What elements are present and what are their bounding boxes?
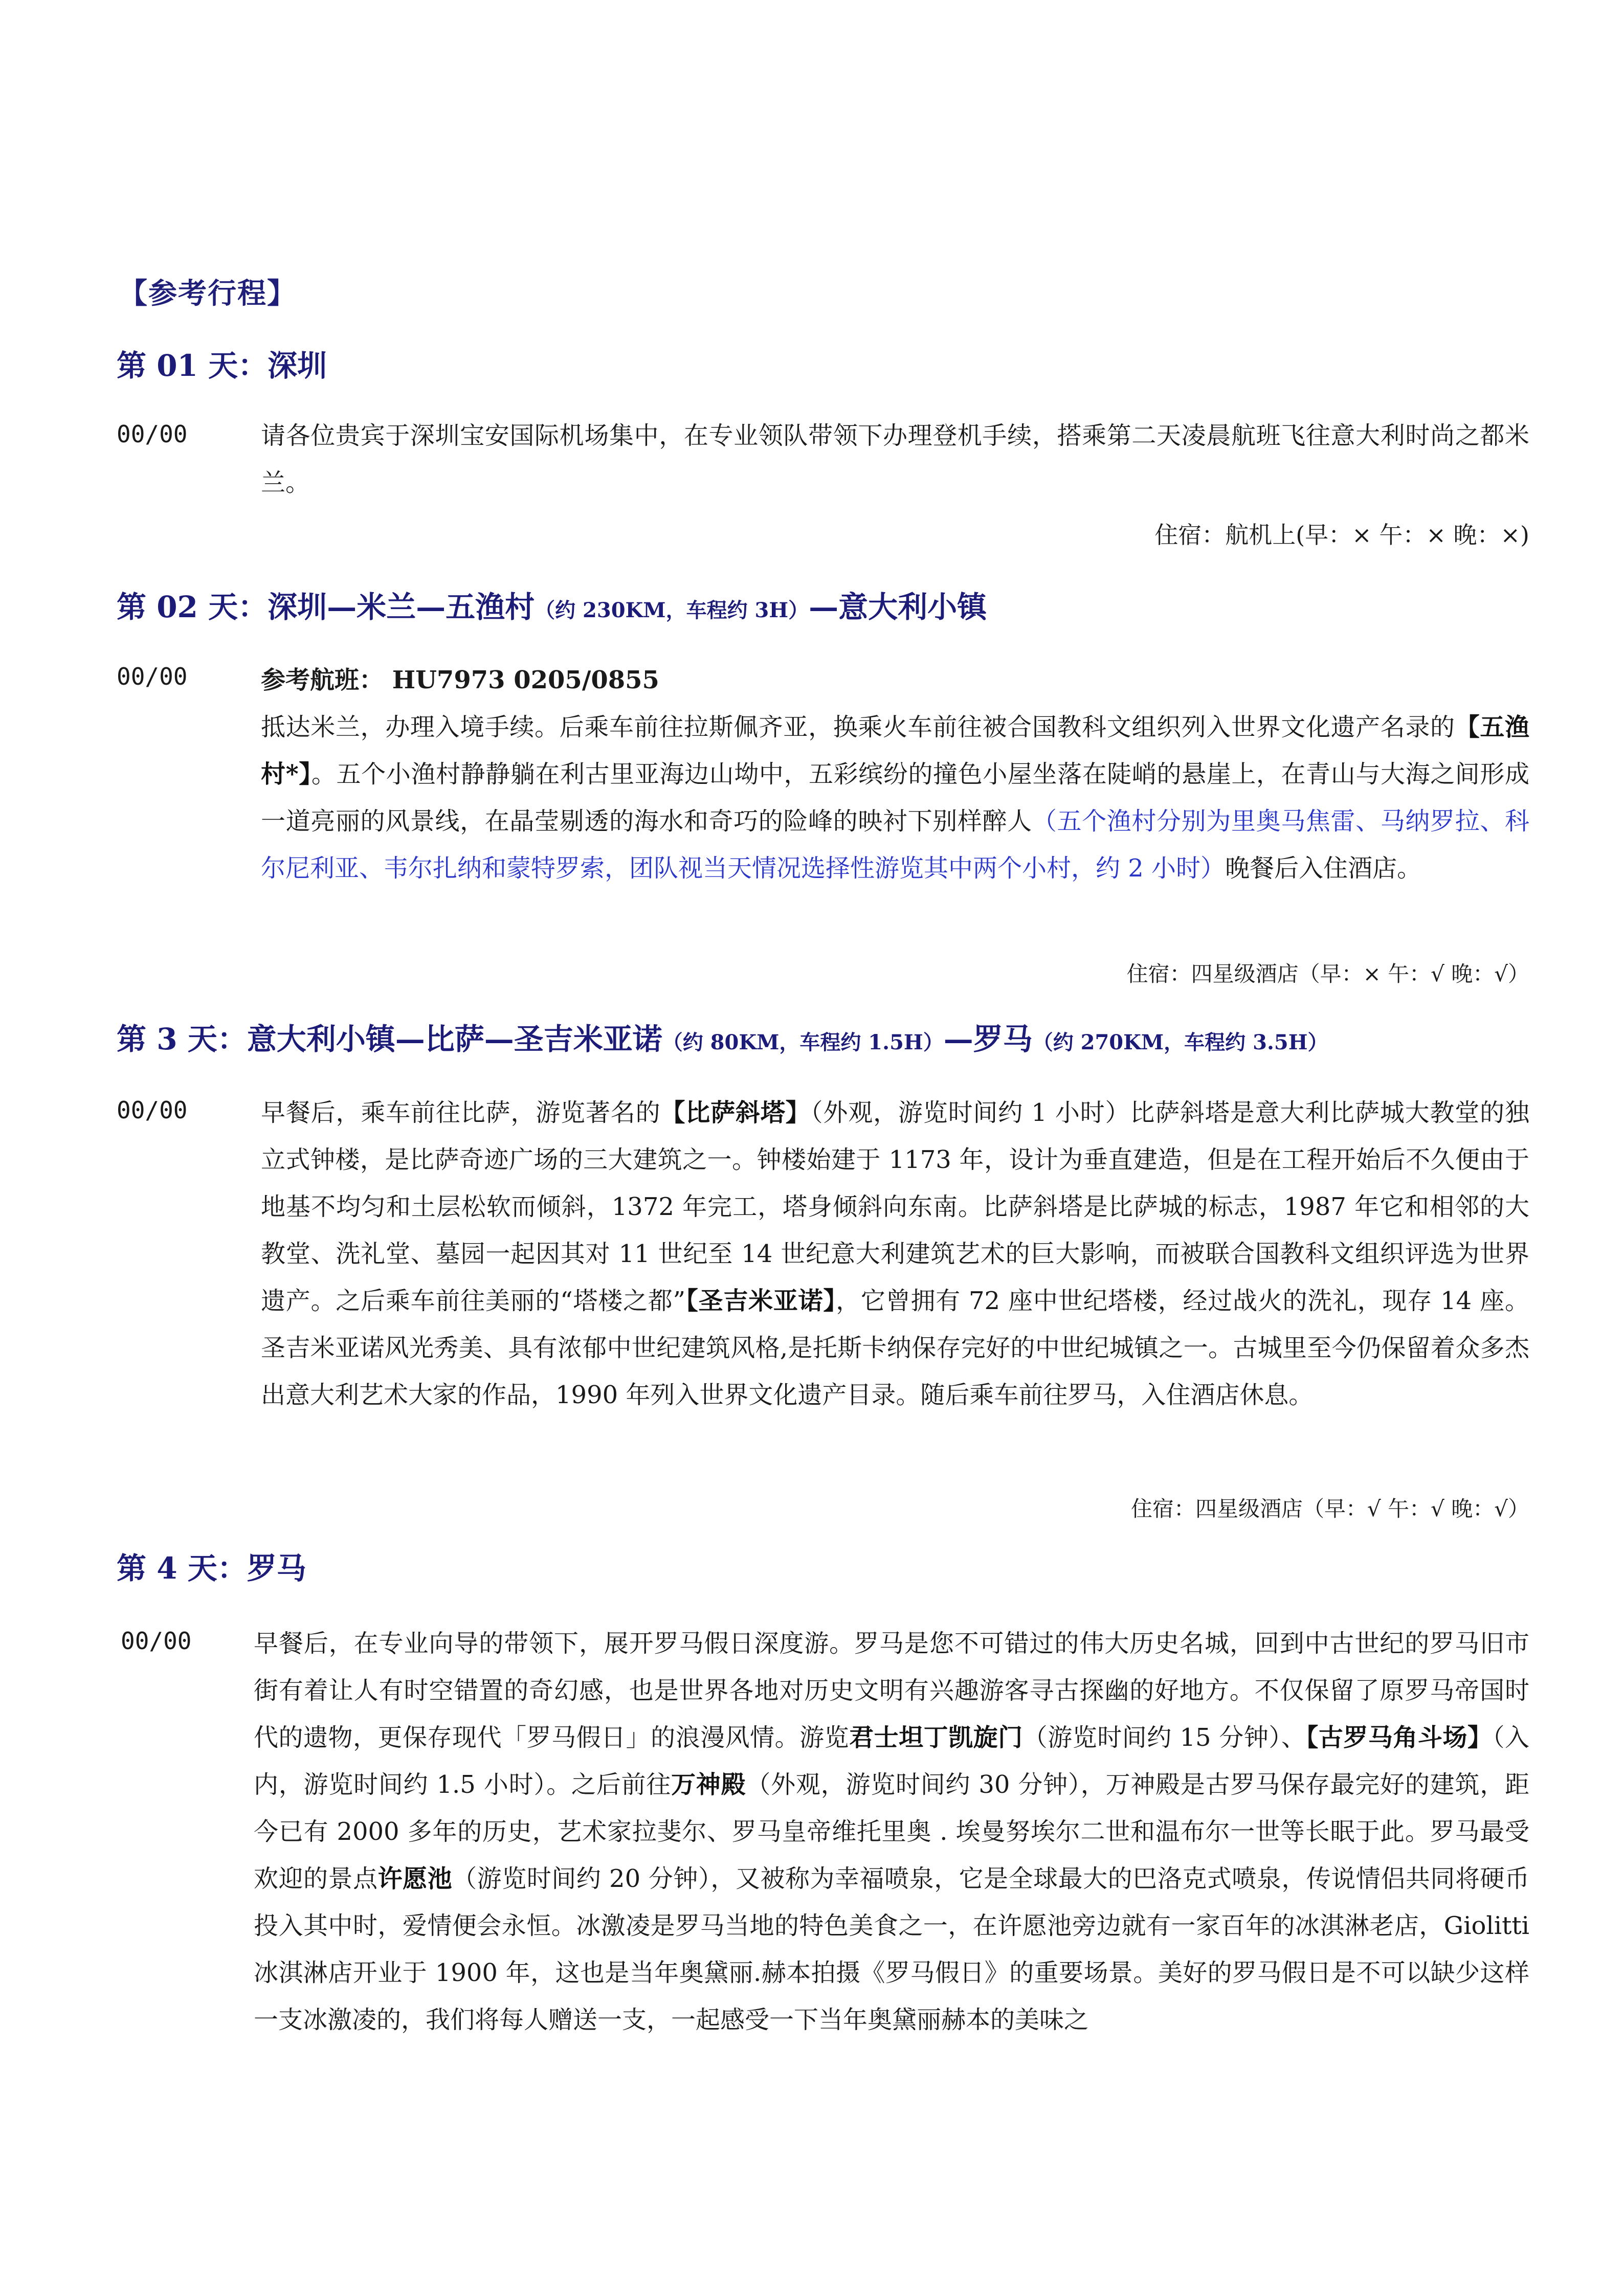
day-4-text-e: （入内，游览时间约 1.5 小时）。之后前往 (254, 1723, 1529, 1799)
day-3-title (117, 1015, 1328, 1058)
day-3-highlight-pisa-tower: 【比萨斜塔】 (660, 1098, 811, 1127)
day-3-title-mid: —罗马 (943, 1022, 1033, 1056)
day-2-description (261, 657, 1529, 892)
day-3-date: 00/00 (117, 1096, 188, 1124)
day-2-lodging: 住宿：四星级酒店（早：× 午：√ 晚：√） (1126, 961, 1529, 986)
day-1-lodging: 住宿：航机上(早：× 午：× 晚：×) (1154, 521, 1529, 549)
day-1-date: 00/00 (117, 420, 188, 448)
day-2-text-c: 。五个小渔村静静躺在利古里亚海边山坳中，五彩缤纷的撞色小屋坐落在陡峭的悬崖上，在青山与大海之间形成一道亮丽的风景线，在晶莹剔透的海水和奇巧的险峰的映衬下别样醉人 (261, 760, 1529, 836)
day-4-title: 第 4 天：罗马 (117, 1551, 306, 1586)
day-3-lodging: 住宿：四星级酒店（早：√ 午：√ 晚：√） (1131, 1496, 1529, 1521)
day-3-text-c: （外观，游览时间约 1 小时）比萨斜塔是意大利比萨城大教堂的独立式钟楼，是比萨奇迹广场的三大建筑之一。钟楼始建于 1173 年，设计为垂直建造，但是在工程开始后不久便由于地基不均匀和土层松软而倾斜，1372 年完工，塔身倾斜向东南。比萨斜塔是比萨城的标志，1987 年它和相邻的大教堂、洗礼堂、墓园一起因其对 11 世纪至 14 世纪意大利建筑艺术的巨大影响，而被联合国教科文组织评选为世界遗产。之后乘车前往美丽的“塔楼之都” (261, 1098, 1529, 1315)
day-1-description: 请各位贵宾于深圳宝安国际机场集中，在专业领队带领下办理登机手续，搭乘第二天凌晨航班飞往意大利时尚之都米兰。 (261, 421, 1529, 497)
day-4-text-a: 早餐后，在专业向导的带领下，展开罗马假日深度游。罗马是您不可错过的伟大历史名城，回到中古世纪的罗马旧市街有着让人有时空错置的奇幻感，也是世界各地对历史文明有兴趣游客寻古探幽的好地方。不仅保留了原罗马帝国时代的遗物，更保存现代「罗马假日」的浪漫风情。游览 (254, 1629, 1529, 1752)
day-4-text-c: （游览时间约 15 分钟）、 (1022, 1723, 1306, 1752)
day-1-title: 第 01 天：深圳 (117, 348, 327, 383)
day-4-highlight-pantheon: 万神殿 (671, 1770, 746, 1799)
day-2-text-a: 抵达米兰，办理入境手续。后乘车前往拉斯佩齐亚，换乘火车前往被合国教科文组织列入世界文化遗产名录的 (261, 713, 1455, 741)
day-4-text-g: （外观，游览时间约 30 分钟），万神殿是古罗马保存最完好的建筑，距今已有 2000 多年的历史，艺术家拉斐尔、罗马皇帝维托里奥 . 埃曼努埃尔二世和温布尔一世等长眠于此。罗马最受欢迎的景点 (254, 1770, 1529, 1893)
day-3-text-a: 早餐后，乘车前往比萨，游览著名的 (261, 1098, 661, 1127)
day-4-highlight-colosseum: 【古罗马角斗场】 (1306, 1723, 1493, 1752)
day-3-title-main: 第 3 天：意大利小镇—比萨—圣吉米亚诺 (117, 1022, 662, 1056)
day-2-body (261, 704, 1529, 892)
day-4-highlight-trevi: 许愿池 (377, 1864, 453, 1893)
day-2-highlight-cinque-terre: 【五渔村*】 (261, 713, 1529, 789)
day-2-title (117, 583, 987, 626)
day-4-date: 00/00 (121, 1627, 192, 1655)
day-3-highlight-san-gimignano: 【圣吉米亚诺】 (685, 1287, 836, 1315)
day-4-description (254, 1620, 1529, 2043)
day-3-title-note-2: （约 270KM，车程约 3.5H） (1032, 1030, 1328, 1054)
day-3-text-e: ，它曾拥有 72 座中世纪塔楼，经过战火的洗礼，现存 14 座。圣吉米亚诺风光秀美、具有浓郁中世纪建筑风格,是托斯卡纳保存完好的中世纪城镇之一。古城里至今仍保留着众多杰出意大利艺术大家的作品，1990 年列入世界文化遗产目录。随后乘车前往罗马，入住酒店休息。 (261, 1287, 1529, 1409)
day-2-title-main: 第 02 天：深圳—米兰—五渔村 (117, 590, 535, 624)
day-3-description (261, 1089, 1529, 1419)
day-2-flight: 参考航班： HU7973 0205/0855 (261, 666, 659, 694)
day-4-highlight-arch: 君士坦丁凯旋门 (849, 1723, 1023, 1752)
day-2-title-tail: —意大利小镇 (809, 590, 987, 624)
day-2-text-d: 晚餐后入住酒店。 (1225, 854, 1422, 883)
day-2-title-note: （约 230KM，车程约 3H） (535, 598, 809, 622)
day-2-date: 00/00 (117, 663, 188, 690)
day-2-note-villages: （五个渔村分别为里奥马焦雷、马纳罗拉、科尔尼利亚、韦尔扎纳和蒙特罗索，团队视当天情况选择性游览其中两个小村，约 2 小时） (261, 807, 1529, 883)
day-4-text-i: （游览时间约 20 分钟），又被称为幸福喷泉，它是全球最大的巴洛克式喷泉，传说情侣共同将硬币投入其中时，爱情便会永恒。冰激凌是罗马当地的特色美食之一，在许愿池旁边就有一家百年的冰淇淋老店，Giolitti 冰淇淋店开业于 1900 年，这也是当年奥黛丽.赫本拍摄《罗马假日》的重要场景。美好的罗马假日是不可以缺少这样一支冰激凌的，我们将每人赠送一支，一起感受一下当年奥黛丽赫本的美味之 (254, 1864, 1529, 2034)
section-title: 【参考行程】 (119, 277, 297, 310)
day-3-title-note-1: （约 80KM，车程约 1.5H） (662, 1030, 944, 1054)
